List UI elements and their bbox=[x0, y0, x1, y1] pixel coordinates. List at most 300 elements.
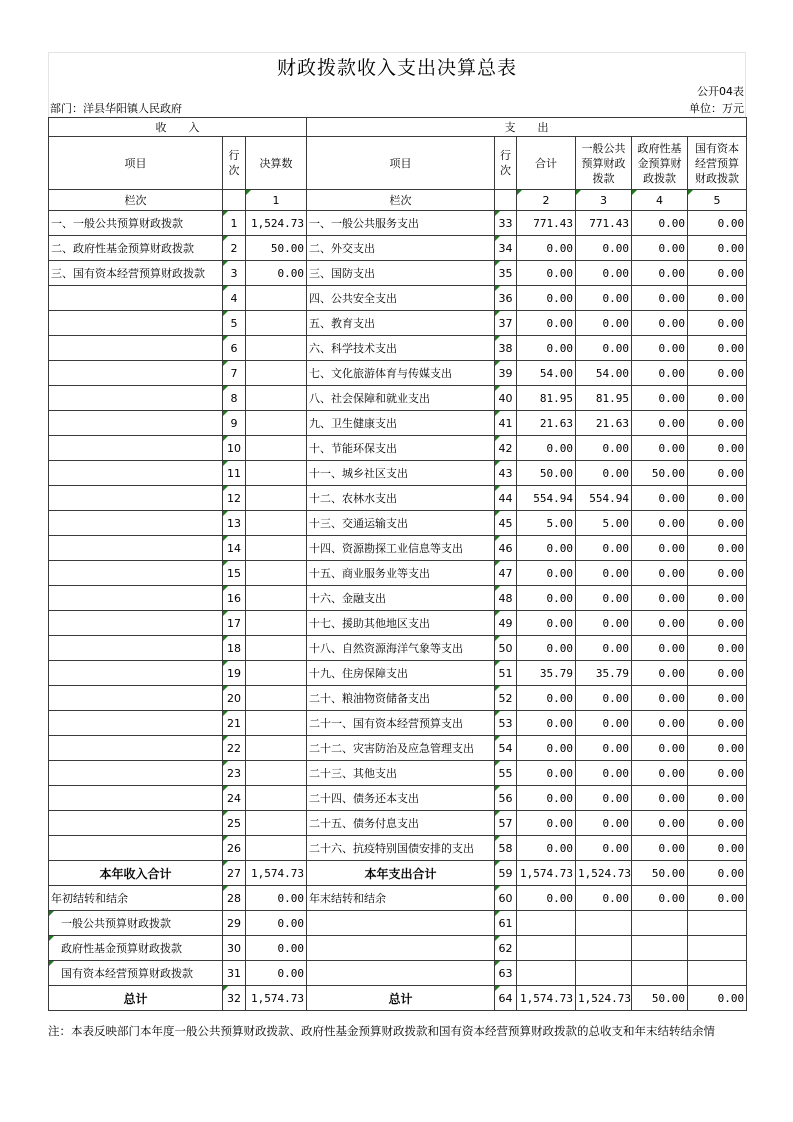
report-sheet bbox=[48, 52, 746, 1011]
expense-item-header: 项目 bbox=[307, 137, 495, 190]
table-row bbox=[49, 661, 747, 686]
expense-general-budget: 0.00 bbox=[576, 686, 632, 711]
expense-general-budget: 1,524.73 bbox=[576, 986, 632, 1011]
income-item: 本年收入合计 bbox=[49, 861, 223, 886]
expense-row-no: 60 bbox=[495, 886, 517, 911]
income-row-no: 10 bbox=[223, 436, 246, 461]
expense-item bbox=[307, 961, 495, 986]
income-row-no: 31 bbox=[223, 961, 246, 986]
expense-total: 0.00 bbox=[517, 886, 576, 911]
expense-total: 0.00 bbox=[517, 761, 576, 786]
expense-state-capital: 0.00 bbox=[688, 661, 747, 686]
empty-cell bbox=[688, 936, 747, 961]
expense-general-budget: 54.00 bbox=[576, 361, 632, 386]
total-header: 合计 bbox=[517, 137, 576, 190]
expense-gov-fund: 0.00 bbox=[632, 636, 688, 661]
expense-total: 54.00 bbox=[517, 361, 576, 386]
income-amount: 1,574.73 bbox=[246, 986, 307, 1011]
header-column-row bbox=[49, 137, 747, 190]
expense-state-capital: 0.00 bbox=[688, 436, 747, 461]
income-item bbox=[49, 286, 223, 311]
expense-row-no: 49 bbox=[495, 611, 517, 636]
expense-state-capital: 0.00 bbox=[688, 811, 747, 836]
form-code-row bbox=[48, 83, 746, 100]
expense-gov-fund: 0.00 bbox=[632, 511, 688, 536]
expense-gov-fund: 0.00 bbox=[632, 586, 688, 611]
income-amount bbox=[246, 711, 307, 736]
expense-row-no: 35 bbox=[495, 261, 517, 286]
expense-state-capital: 0.00 bbox=[688, 611, 747, 636]
expense-state-capital: 0.00 bbox=[688, 261, 747, 286]
expense-gov-fund: 0.00 bbox=[632, 836, 688, 861]
expense-gov-fund: 0.00 bbox=[632, 386, 688, 411]
empty-cell bbox=[632, 961, 688, 986]
empty-cell bbox=[688, 911, 747, 936]
empty-cell bbox=[688, 961, 747, 986]
expense-general-budget: 0.00 bbox=[576, 611, 632, 636]
expense-general-budget: 21.63 bbox=[576, 411, 632, 436]
table-row bbox=[49, 836, 747, 861]
expense-row-no: 51 bbox=[495, 661, 517, 686]
report-title: 财政拨款收入支出决算总表 bbox=[48, 52, 746, 83]
expense-state-capital: 0.00 bbox=[688, 336, 747, 361]
income-group-header: 收 入 bbox=[49, 118, 307, 137]
income-amount bbox=[246, 336, 307, 361]
empty-cell bbox=[632, 911, 688, 936]
income-item bbox=[49, 461, 223, 486]
expense-row-no: 61 bbox=[495, 911, 517, 936]
table-row bbox=[49, 511, 747, 536]
table-row bbox=[49, 636, 747, 661]
expense-row-no: 45 bbox=[495, 511, 517, 536]
table-row bbox=[49, 611, 747, 636]
income-item bbox=[49, 486, 223, 511]
expense-item bbox=[307, 936, 495, 961]
income-amount bbox=[246, 636, 307, 661]
expense-item: 二十六、抗疫特别国债安排的支出 bbox=[307, 836, 495, 861]
expense-gov-fund: 0.00 bbox=[632, 211, 688, 236]
empty-cell bbox=[576, 911, 632, 936]
expense-row-no: 55 bbox=[495, 761, 517, 786]
expense-total: 1,574.73 bbox=[517, 986, 576, 1011]
expense-row-no: 46 bbox=[495, 536, 517, 561]
empty-cell bbox=[495, 190, 517, 211]
expense-item: 十、节能环保支出 bbox=[307, 436, 495, 461]
expense-item: 七、文化旅游体育与传媒支出 bbox=[307, 361, 495, 386]
expense-item: 九、卫生健康支出 bbox=[307, 411, 495, 436]
expense-row-no: 58 bbox=[495, 836, 517, 861]
income-item bbox=[49, 311, 223, 336]
expense-state-capital: 0.00 bbox=[688, 861, 747, 886]
table-row bbox=[49, 386, 747, 411]
department-label: 部门：洋县华阳镇人民政府 bbox=[50, 102, 182, 115]
table-row bbox=[49, 686, 747, 711]
expense-item: 二十一、国有资本经营预算支出 bbox=[307, 711, 495, 736]
income-amount bbox=[246, 811, 307, 836]
income-row-no: 29 bbox=[223, 911, 246, 936]
expense-state-capital: 0.00 bbox=[688, 636, 747, 661]
expense-total: 81.95 bbox=[517, 386, 576, 411]
income-amount: 0.00 bbox=[246, 261, 307, 286]
expense-item: 十九、住房保障支出 bbox=[307, 661, 495, 686]
expense-item: 二十、粮油物资储备支出 bbox=[307, 686, 495, 711]
income-amount bbox=[246, 411, 307, 436]
expense-total: 0.00 bbox=[517, 786, 576, 811]
expense-gov-fund: 50.00 bbox=[632, 861, 688, 886]
annual-subtotal-row bbox=[49, 861, 747, 886]
income-amount bbox=[246, 311, 307, 336]
col-label-income: 栏次 bbox=[49, 190, 223, 211]
income-item bbox=[49, 436, 223, 461]
col-num-3: 3 bbox=[576, 190, 632, 211]
unit-label: 单位：万元 bbox=[689, 102, 744, 115]
expense-state-capital: 0.00 bbox=[688, 886, 747, 911]
income-item bbox=[49, 611, 223, 636]
state-capital-header: 国有资本经营预算财政拨款 bbox=[688, 137, 747, 190]
expense-total: 35.79 bbox=[517, 661, 576, 686]
expense-total: 554.94 bbox=[517, 486, 576, 511]
income-amount bbox=[246, 486, 307, 511]
income-amount: 0.00 bbox=[246, 961, 307, 986]
expense-row-no: 38 bbox=[495, 336, 517, 361]
expense-item: 本年支出合计 bbox=[307, 861, 495, 886]
expense-general-budget: 0.00 bbox=[576, 711, 632, 736]
income-item bbox=[49, 536, 223, 561]
income-item bbox=[49, 736, 223, 761]
expense-state-capital: 0.00 bbox=[688, 761, 747, 786]
income-amount bbox=[246, 736, 307, 761]
expense-row-no: 34 bbox=[495, 236, 517, 261]
income-amount bbox=[246, 511, 307, 536]
expense-total: 50.00 bbox=[517, 461, 576, 486]
expense-row-no: 37 bbox=[495, 311, 517, 336]
expense-item: 二十五、债务付息支出 bbox=[307, 811, 495, 836]
table-row bbox=[49, 311, 747, 336]
expense-group-header: 支 出 bbox=[307, 118, 747, 137]
expense-total: 0.00 bbox=[517, 586, 576, 611]
expense-gov-fund: 0.00 bbox=[632, 736, 688, 761]
expense-item: 二十三、其他支出 bbox=[307, 761, 495, 786]
expense-item: 一、一般公共服务支出 bbox=[307, 211, 495, 236]
carryover-sub-row bbox=[49, 961, 747, 986]
income-amount bbox=[246, 536, 307, 561]
expense-total: 0.00 bbox=[517, 611, 576, 636]
table-row bbox=[49, 561, 747, 586]
expense-general-budget: 0.00 bbox=[576, 261, 632, 286]
income-amount bbox=[246, 436, 307, 461]
expense-general-budget: 0.00 bbox=[576, 236, 632, 261]
expense-total: 0.00 bbox=[517, 536, 576, 561]
expense-general-budget: 0.00 bbox=[576, 536, 632, 561]
income-item bbox=[49, 786, 223, 811]
header-group-row bbox=[49, 118, 747, 137]
expense-total: 0.00 bbox=[517, 436, 576, 461]
expense-gov-fund: 0.00 bbox=[632, 236, 688, 261]
table-row bbox=[49, 811, 747, 836]
expense-row-no: 56 bbox=[495, 786, 517, 811]
income-item bbox=[49, 711, 223, 736]
carryover-sub-row bbox=[49, 911, 747, 936]
expense-row-no: 43 bbox=[495, 461, 517, 486]
table-row bbox=[49, 536, 747, 561]
expense-total: 0.00 bbox=[517, 261, 576, 286]
expense-gov-fund: 50.00 bbox=[632, 461, 688, 486]
income-row-no: 23 bbox=[223, 761, 246, 786]
expense-gov-fund: 0.00 bbox=[632, 336, 688, 361]
expense-item: 十二、农林水支出 bbox=[307, 486, 495, 511]
expense-state-capital: 0.00 bbox=[688, 686, 747, 711]
expense-gov-fund: 0.00 bbox=[632, 886, 688, 911]
income-amount: 0.00 bbox=[246, 936, 307, 961]
table-row bbox=[49, 236, 747, 261]
expense-state-capital: 0.00 bbox=[688, 461, 747, 486]
income-row-no: 30 bbox=[223, 936, 246, 961]
income-amount bbox=[246, 761, 307, 786]
expense-state-capital: 0.00 bbox=[688, 511, 747, 536]
expense-gov-fund: 0.00 bbox=[632, 611, 688, 636]
expense-total: 0.00 bbox=[517, 736, 576, 761]
expense-row-no: 53 bbox=[495, 711, 517, 736]
expense-item: 十七、援助其他地区支出 bbox=[307, 611, 495, 636]
table-row bbox=[49, 286, 747, 311]
expense-row-no: 54 bbox=[495, 736, 517, 761]
income-amount bbox=[246, 686, 307, 711]
empty-cell bbox=[576, 961, 632, 986]
expense-state-capital: 0.00 bbox=[688, 411, 747, 436]
income-row-no: 19 bbox=[223, 661, 246, 686]
income-item-header: 项目 bbox=[49, 137, 223, 190]
expense-state-capital: 0.00 bbox=[688, 586, 747, 611]
expense-row-no: 48 bbox=[495, 586, 517, 611]
table-row bbox=[49, 736, 747, 761]
expense-general-budget: 0.00 bbox=[576, 736, 632, 761]
expense-row-no: 44 bbox=[495, 486, 517, 511]
expense-row-no: 42 bbox=[495, 436, 517, 461]
income-row-no: 9 bbox=[223, 411, 246, 436]
expense-total: 0.00 bbox=[517, 836, 576, 861]
income-item: 二、政府性基金预算财政拨款 bbox=[49, 236, 223, 261]
expense-total: 1,574.73 bbox=[517, 861, 576, 886]
expense-gov-fund: 0.00 bbox=[632, 311, 688, 336]
expense-gov-fund: 0.00 bbox=[632, 361, 688, 386]
expense-total: 0.00 bbox=[517, 311, 576, 336]
table-row bbox=[49, 711, 747, 736]
table-row bbox=[49, 436, 747, 461]
expense-item: 二十四、债务还本支出 bbox=[307, 786, 495, 811]
expense-row-no: 47 bbox=[495, 561, 517, 586]
income-amount: 0.00 bbox=[246, 911, 307, 936]
income-row-no: 22 bbox=[223, 736, 246, 761]
expense-item: 十八、自然资源海洋气象等支出 bbox=[307, 636, 495, 661]
expense-gov-fund: 0.00 bbox=[632, 686, 688, 711]
income-row-no: 14 bbox=[223, 536, 246, 561]
table-row bbox=[49, 361, 747, 386]
income-row-no: 1 bbox=[223, 211, 246, 236]
income-row-no: 8 bbox=[223, 386, 246, 411]
expense-state-capital: 0.00 bbox=[688, 386, 747, 411]
general-budget-header: 一般公共预算财政拨款 bbox=[576, 137, 632, 190]
expense-total: 0.00 bbox=[517, 561, 576, 586]
expense-gov-fund: 0.00 bbox=[632, 536, 688, 561]
expense-total: 0.00 bbox=[517, 711, 576, 736]
income-row-no: 11 bbox=[223, 461, 246, 486]
col-num-5: 5 bbox=[688, 190, 747, 211]
income-row-no: 7 bbox=[223, 361, 246, 386]
income-item bbox=[49, 686, 223, 711]
income-item: 三、国有资本经营预算财政拨款 bbox=[49, 261, 223, 286]
empty-cell bbox=[517, 961, 576, 986]
expense-general-budget: 0.00 bbox=[576, 836, 632, 861]
col-num-2: 2 bbox=[517, 190, 576, 211]
expense-gov-fund: 0.00 bbox=[632, 661, 688, 686]
income-item bbox=[49, 636, 223, 661]
table-row bbox=[49, 411, 747, 436]
expense-state-capital: 0.00 bbox=[688, 711, 747, 736]
carryover-row bbox=[49, 886, 747, 911]
expense-general-budget: 0.00 bbox=[576, 636, 632, 661]
gov-fund-header: 政府性基金预算财政拨款 bbox=[632, 137, 688, 190]
income-row-no: 24 bbox=[223, 786, 246, 811]
empty-cell bbox=[576, 936, 632, 961]
income-amount bbox=[246, 386, 307, 411]
table-row bbox=[49, 461, 747, 486]
expense-general-budget: 81.95 bbox=[576, 386, 632, 411]
income-item bbox=[49, 836, 223, 861]
empty-cell bbox=[517, 936, 576, 961]
expense-row-no: 50 bbox=[495, 636, 517, 661]
carryover-sub-row bbox=[49, 936, 747, 961]
table-row bbox=[49, 761, 747, 786]
income-amount bbox=[246, 836, 307, 861]
income-item bbox=[49, 586, 223, 611]
income-item: 一般公共预算财政拨款 bbox=[49, 911, 223, 936]
income-row-no: 12 bbox=[223, 486, 246, 511]
expense-general-budget: 5.00 bbox=[576, 511, 632, 536]
expense-item: 十三、交通运输支出 bbox=[307, 511, 495, 536]
expense-row-no: 64 bbox=[495, 986, 517, 1011]
expense-gov-fund: 0.00 bbox=[632, 286, 688, 311]
income-item bbox=[49, 561, 223, 586]
income-item bbox=[49, 361, 223, 386]
expense-total: 771.43 bbox=[517, 211, 576, 236]
empty-cell bbox=[223, 190, 246, 211]
col-label-expense: 栏次 bbox=[307, 190, 495, 211]
expense-row-no: 40 bbox=[495, 386, 517, 411]
income-item bbox=[49, 811, 223, 836]
income-row-no-header: 行次 bbox=[223, 137, 246, 190]
income-row-no: 4 bbox=[223, 286, 246, 311]
expense-state-capital: 0.00 bbox=[688, 836, 747, 861]
expense-row-no: 33 bbox=[495, 211, 517, 236]
table-row bbox=[49, 261, 747, 286]
expense-item: 十六、金融支出 bbox=[307, 586, 495, 611]
income-amount: 0.00 bbox=[246, 886, 307, 911]
expense-state-capital: 0.00 bbox=[688, 311, 747, 336]
income-amount bbox=[246, 786, 307, 811]
expense-item: 四、公共安全支出 bbox=[307, 286, 495, 311]
table-row bbox=[49, 211, 747, 236]
income-row-no: 5 bbox=[223, 311, 246, 336]
income-row-no: 6 bbox=[223, 336, 246, 361]
expense-general-budget: 771.43 bbox=[576, 211, 632, 236]
income-amount bbox=[246, 361, 307, 386]
expense-total: 0.00 bbox=[517, 286, 576, 311]
department-row bbox=[48, 100, 746, 117]
income-amount bbox=[246, 611, 307, 636]
income-amount bbox=[246, 286, 307, 311]
expense-state-capital: 0.00 bbox=[688, 486, 747, 511]
expense-item: 二、外交支出 bbox=[307, 236, 495, 261]
empty-cell bbox=[517, 911, 576, 936]
expense-item bbox=[307, 911, 495, 936]
expense-general-budget: 0.00 bbox=[576, 561, 632, 586]
expense-state-capital: 0.00 bbox=[688, 536, 747, 561]
appropriation-table bbox=[48, 117, 747, 1011]
income-row-no: 25 bbox=[223, 811, 246, 836]
expense-gov-fund: 0.00 bbox=[632, 486, 688, 511]
income-row-no: 27 bbox=[223, 861, 246, 886]
expense-item: 十四、资源勘探工业信息等支出 bbox=[307, 536, 495, 561]
income-row-no: 17 bbox=[223, 611, 246, 636]
expense-row-no: 59 bbox=[495, 861, 517, 886]
income-amount: 1,524.73 bbox=[246, 211, 307, 236]
table-row bbox=[49, 786, 747, 811]
expense-state-capital: 0.00 bbox=[688, 786, 747, 811]
expense-total: 0.00 bbox=[517, 686, 576, 711]
expense-item: 十五、商业服务业等支出 bbox=[307, 561, 495, 586]
income-row-no: 3 bbox=[223, 261, 246, 286]
expense-item: 八、社会保障和就业支出 bbox=[307, 386, 495, 411]
expense-gov-fund: 0.00 bbox=[632, 786, 688, 811]
expense-item: 五、教育支出 bbox=[307, 311, 495, 336]
income-row-no: 28 bbox=[223, 886, 246, 911]
income-amount bbox=[246, 661, 307, 686]
income-row-no: 20 bbox=[223, 686, 246, 711]
expense-total: 21.63 bbox=[517, 411, 576, 436]
empty-cell bbox=[632, 936, 688, 961]
income-row-no: 26 bbox=[223, 836, 246, 861]
expense-general-budget: 0.00 bbox=[576, 336, 632, 361]
income-item bbox=[49, 411, 223, 436]
expense-general-budget: 0.00 bbox=[576, 436, 632, 461]
expense-row-no: 62 bbox=[495, 936, 517, 961]
expense-gov-fund: 0.00 bbox=[632, 411, 688, 436]
expense-general-budget: 0.00 bbox=[576, 811, 632, 836]
expense-item: 年末结转和结余 bbox=[307, 886, 495, 911]
expense-item: 总计 bbox=[307, 986, 495, 1011]
income-amount bbox=[246, 461, 307, 486]
expense-gov-fund: 0.00 bbox=[632, 811, 688, 836]
col-num-1: 1 bbox=[246, 190, 307, 211]
expense-item: 六、科学技术支出 bbox=[307, 336, 495, 361]
income-amount bbox=[246, 561, 307, 586]
expense-general-budget: 0.00 bbox=[576, 761, 632, 786]
expense-general-budget: 1,524.73 bbox=[576, 861, 632, 886]
income-item: 年初结转和结余 bbox=[49, 886, 223, 911]
expense-total: 0.00 bbox=[517, 336, 576, 361]
expense-row-no: 63 bbox=[495, 961, 517, 986]
expense-total: 5.00 bbox=[517, 511, 576, 536]
expense-general-budget: 0.00 bbox=[576, 286, 632, 311]
income-row-no: 2 bbox=[223, 236, 246, 261]
expense-general-budget: 0.00 bbox=[576, 786, 632, 811]
income-item bbox=[49, 661, 223, 686]
expense-row-no: 52 bbox=[495, 686, 517, 711]
expense-row-no: 41 bbox=[495, 411, 517, 436]
expense-gov-fund: 0.00 bbox=[632, 711, 688, 736]
expense-row-no: 39 bbox=[495, 361, 517, 386]
expense-state-capital: 0.00 bbox=[688, 286, 747, 311]
